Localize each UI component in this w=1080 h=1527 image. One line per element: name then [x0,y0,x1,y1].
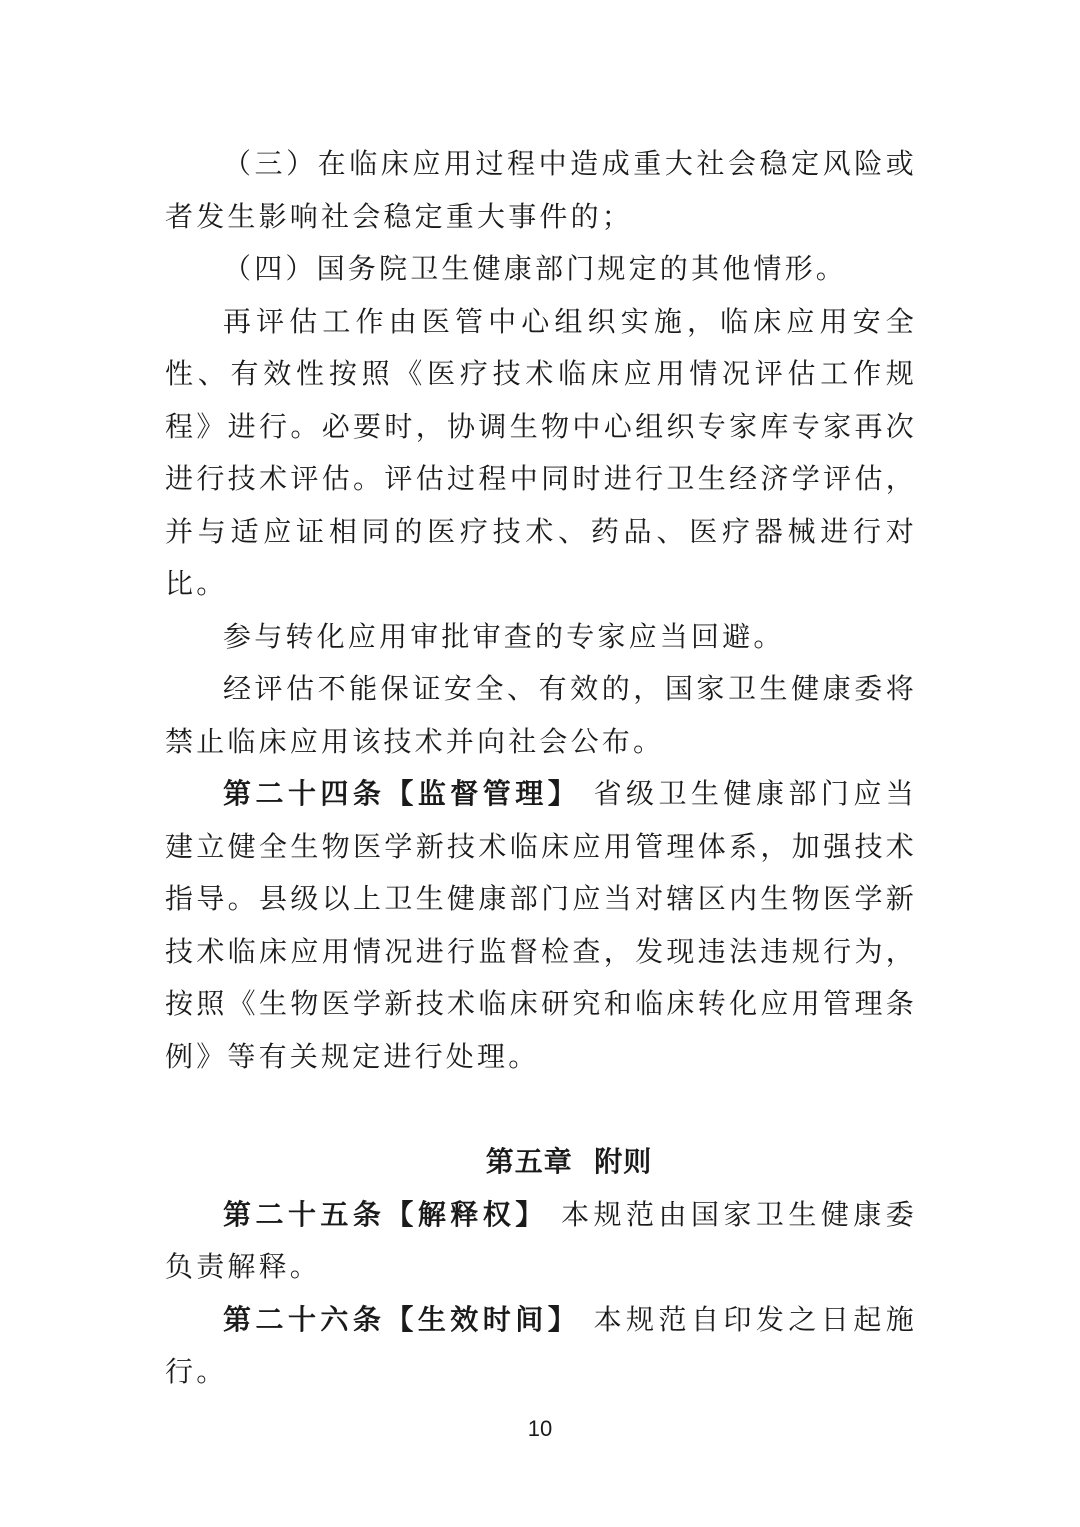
article-24-heading: 第二十四条【监督管理】 [223,777,581,810]
article-26-body: 本规范自印发之日起施行。 [165,1302,917,1388]
page-number: 10 [527,1416,553,1441]
article-25-heading: 第二十五条【解释权】 [223,1197,548,1231]
article-26 [165,1294,917,1399]
recusal-paragraph: 参与转化应用审批审查的专家应当回避。 [223,619,785,653]
article-24-body: 省级卫生健康部门应当建立健全生物医学新技术临床应用管理体系，加强技术指导。县级以上卫生健康部门应当对辖区内生物医学新技术临床应用情况进行监督检查，发现违法违规行为，按照《生物医学新技术临床研究和临床转化应用管理条例》等有关规定进行处理。 [165,777,917,1073]
prohibition-paragraph: 经评估不能保证安全、有效的，国家卫生健康委将禁止临床应用该技术并向社会公布。 [165,672,917,758]
article-24 [165,768,917,1083]
article-26-heading: 第二十六条【生效时间】 [223,1302,581,1336]
article-25-body: 本规范由国家卫生健康委负责解释。 [165,1197,917,1283]
document-body [165,138,917,1399]
chapter-title: 第五章 附则 [485,1145,653,1178]
clause-3: （三）在临床应用过程中造成重大社会稳定风险或者发生影响社会稳定重大事件的； [165,147,917,233]
article-25 [165,1189,917,1294]
clause-4: （四）国务院卫生健康部门规定的其他情形。 [223,252,848,285]
reevaluation-paragraph: 再评估工作由医管中心组织实施，临床应用安全性、有效性按照《医疗技术临床应用情况评估工作规程》进行。必要时，协调生物中心组织专家库专家再次进行技术评估。评估过程中同时进行卫生经济学评估，并与适应证相同的医疗技术、药品、医疗器械进行对比。 [165,304,917,600]
